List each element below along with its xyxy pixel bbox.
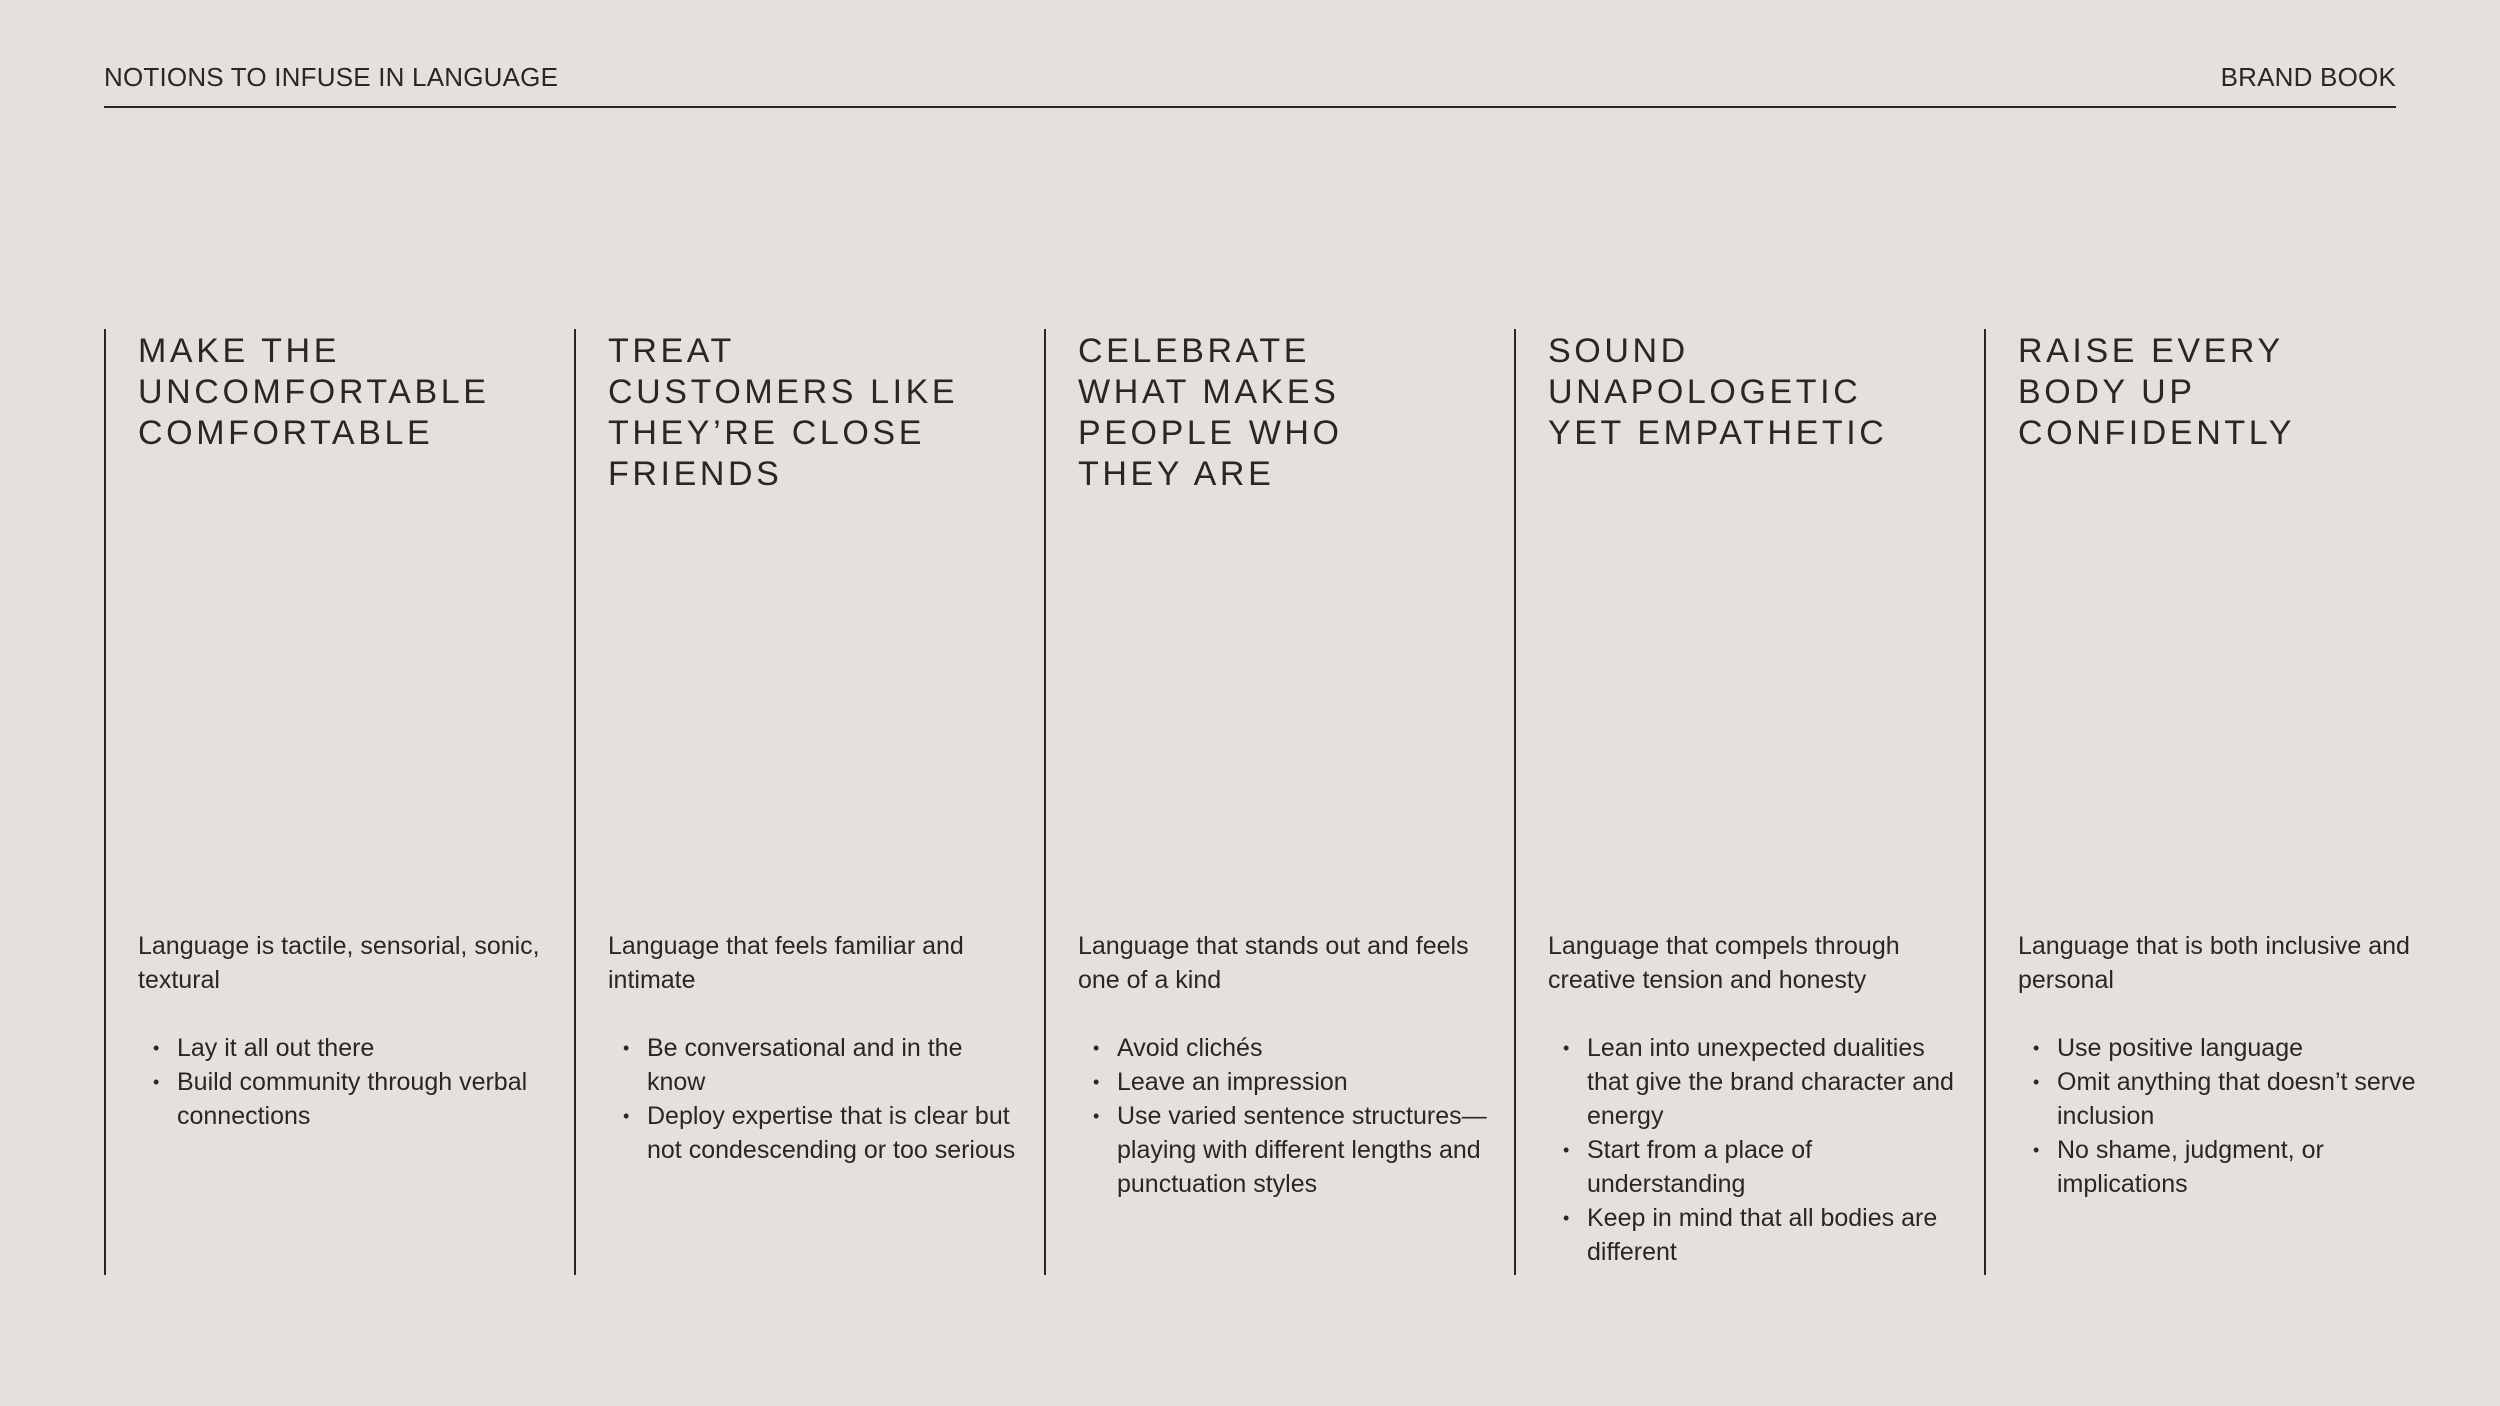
- notion-title: CELEBRATE WHAT MAKES PEOPLE WHO THEY ARE: [1078, 332, 1343, 493]
- notion-body: [1078, 929, 1488, 1201]
- notion-column: [104, 329, 574, 1275]
- notion-lead: Language that stands out and feels one of a kind: [1078, 932, 1469, 994]
- section-title: NOTIONS TO INFUSE IN LANGUAGE: [104, 62, 559, 92]
- notion-title: MAKE THE UNCOMFORTABLE COMFORTABLE: [138, 332, 490, 452]
- list-item: • Be conversational and in the know: [647, 1031, 1018, 1099]
- notion-bullet-list: [2018, 1031, 2428, 1201]
- notion-column: [1514, 329, 1984, 1275]
- list-item: • Deploy expertise that is clear but not condescending or too serious: [647, 1099, 1018, 1167]
- list-item: • Avoid clichés: [1117, 1031, 1488, 1065]
- notion-lead: Language that is both inclusive and personal: [2018, 932, 2410, 994]
- notions-columns: [104, 329, 2416, 1275]
- list-item: • Build community through verbal connections: [177, 1065, 548, 1133]
- list-item: • Leave an impression: [1117, 1065, 1488, 1099]
- list-item: • Lay it all out there: [177, 1031, 548, 1065]
- notion-title: RAISE EVERY BODY UP CONFIDENTLY: [2018, 332, 2295, 452]
- page-header: [104, 58, 2396, 108]
- list-item: • Keep in mind that all bodies are different: [1587, 1201, 1958, 1269]
- list-item: • Omit anything that doesn’t serve inclusion: [2057, 1065, 2428, 1133]
- notion-lead: Language is tactile, sensorial, sonic, textural: [138, 932, 540, 994]
- notion-title: SOUND UNAPOLOGETIC YET EMPATHETIC: [1548, 332, 1888, 452]
- notion-bullet-list: [608, 1031, 1018, 1167]
- list-item: • Start from a place of understanding: [1587, 1133, 1958, 1201]
- notion-bullet-list: [1548, 1031, 1958, 1269]
- notion-column: [1984, 329, 2454, 1275]
- list-item: • Use varied sentence structures—playing with different lengths and punctuation styles: [1117, 1099, 1488, 1201]
- list-item: • Lean into unexpected dualities that give the brand character and energy: [1587, 1031, 1958, 1133]
- document-title: BRAND BOOK: [2220, 62, 2396, 92]
- notion-lead: Language that compels through creative tension and honesty: [1548, 932, 1900, 994]
- notion-body: [608, 929, 1018, 1167]
- list-item: • No shame, judgment, or implications: [2057, 1133, 2428, 1201]
- list-item: • Use positive language: [2057, 1031, 2428, 1065]
- notion-title: TREAT CUSTOMERS LIKE THEY’RE CLOSE FRIENDS: [608, 332, 959, 493]
- notion-column: [574, 329, 1044, 1275]
- notion-bullet-list: [138, 1031, 548, 1133]
- notion-body: [138, 929, 548, 1133]
- notion-column: [1044, 329, 1514, 1275]
- notion-bullet-list: [1078, 1031, 1488, 1201]
- notion-body: [2018, 929, 2428, 1201]
- notion-lead: Language that feels familiar and intimate: [608, 932, 964, 994]
- notion-body: [1548, 929, 1958, 1269]
